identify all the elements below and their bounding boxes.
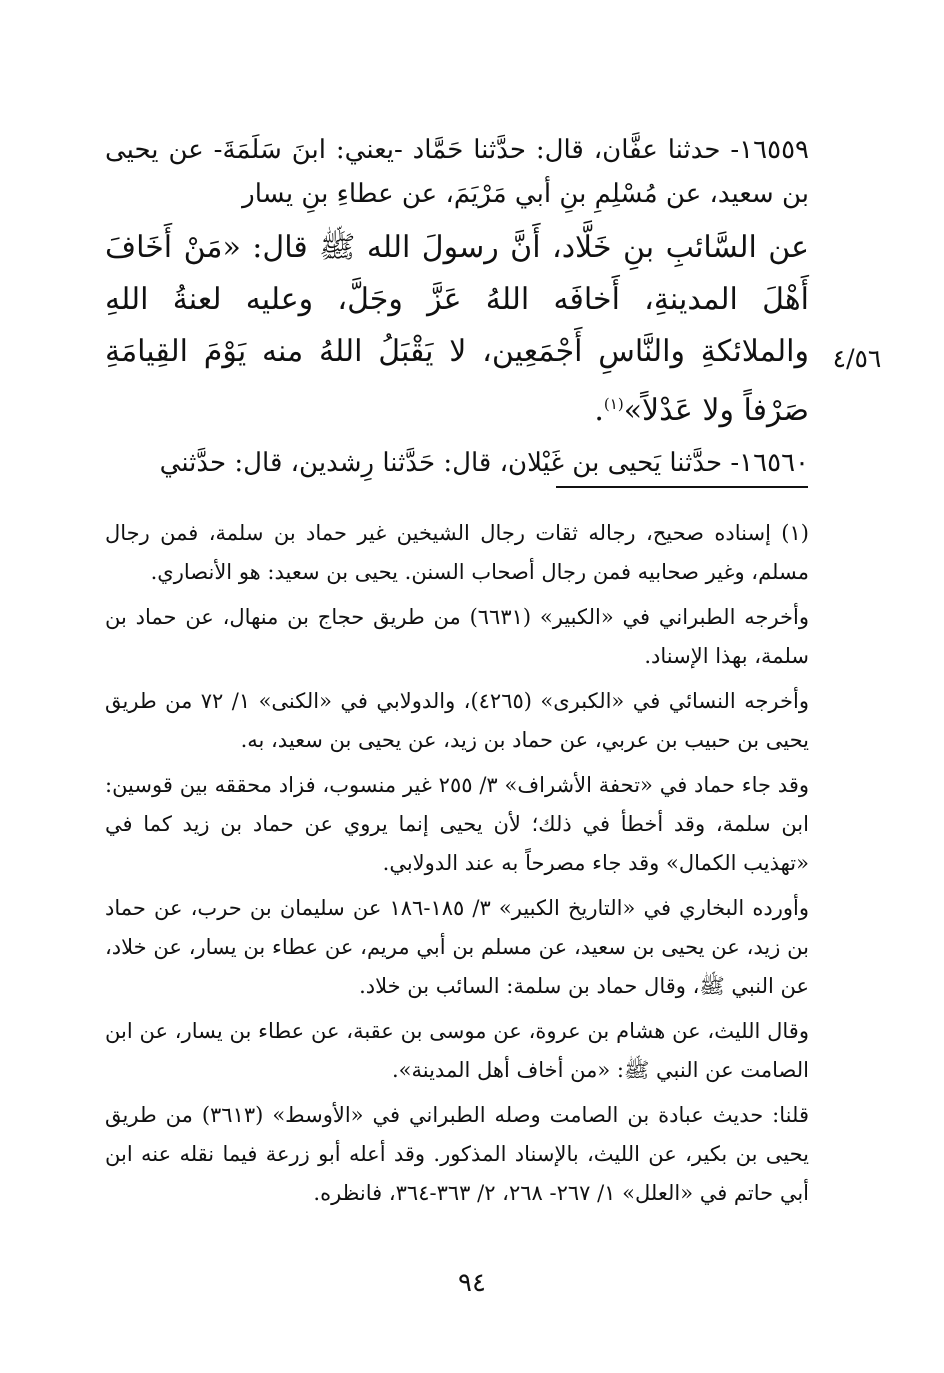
page-number: ٩٤	[458, 1268, 486, 1298]
hadith-16559-chain: ١٦٥٥٩- حدثنا عفَّان، قال: حدَّثنا حَمَّاد -يعني: ابنَ سَلَمَةَ- عن يحيى بن سعيد، عن مُسْلِمِ بنِ أبي مَرْيَمَ، عن عطاءِ بنِ يسار	[105, 135, 809, 209]
footnote-paragraph: وأخرجه الطبراني في «الكبير» (٦٦٣١) من طريق حجاج بن منهال، عن حماد بن سلمة، بهذا الإسناد.	[105, 605, 810, 668]
footnote-ref-1: (١)	[603, 395, 624, 413]
footnote-separator	[556, 486, 808, 488]
footnote-paragraph: وأورده البخاري في «التاريخ الكبير» ٣/ ١٨٥-١٨٦ عن سليمان بن حرب، عن حماد بن زيد، عن يحيى بن سعيد، عن مسلم بن أبي مريم، عن عطاء بن يسار، عن خلاد، عن النبي ﷺ، وقال حماد بن سلمة: السائب بن خلاد.	[105, 896, 809, 998]
footnote-paragraph: وأخرجه النسائي في «الكبرى» (٤٢٦٥)، والدولابي في «الكنى» ١/ ٧٢ من طريق يحيى بن حبيب بن عربي، عن حماد بن زيد، عن يحيى بن سعيد، به.	[105, 689, 809, 752]
footnote-paragraph: وقد جاء حماد في «تحفة الأشراف» ٣/ ٢٥٥ غير منسوب، فزاد محققه بين قوسين: ابن سلمة، وقد أخطأ في ذلك؛ لأن يحيى إنما يروي عن حماد بن زيد كما في «تهذيب الكمال» وقد جاء مصرحاً به عند الدولابي.	[105, 773, 810, 875]
hadith-16559-text	[105, 222, 809, 437]
hadith-16559-matn: عن السَّائبِ بنِ خَلَّاد، أَنَّ رسولَ الله ﷺ قال: «مَنْ أَخَافَ أَهْلَ المدينةِ، أَخافَه اللهُ عَزَّ وجَلَّ، وعليه لعنةُ اللهِ والملائكةِ والنَّاسِ أَجْمَعِين، لا يَقْبَلُ اللهُ منه يَوْمَ القِيامَةِ صَرْفاً ولا عَدْلاً»	[105, 230, 809, 428]
main-text	[105, 128, 809, 485]
hadith-16560-chain: ١٦٥٦٠- حدَّثنا يَحيى بن غَيْلان، قال: حَدَّثنا رِشدين، قال: حدَّثني	[159, 448, 809, 478]
volume-page-marker: ٤/٥٦	[832, 344, 882, 373]
footnote-paragraph: وقال الليث، عن هشام بن عروة، عن موسى بن عقبة، عن عطاء بن يسار، عن ابن الصامت عن النبي ﷺ: «من أخاف أهل المدينة».	[105, 1019, 809, 1082]
footnote-paragraph: قلنا: حديث عبادة بن الصامت وصله الطبراني في «الأوسط» (٣٦١٣) من طريق يحيى بن بكير، عن الليث، بالإسناد المذكور. وقد أعله أبو زرعة فيما نقله عنه ابن أبي حاتم في «العلل» ١/ ٢٦٧- ٢٦٨، ٢/ ٣٦٣-٣٦٤، فانظره.	[105, 1103, 809, 1205]
footnotes	[105, 514, 809, 1219]
footnote-paragraph: (١) إسناده صحيح، رجاله ثقات رجال الشيخين غير حماد بن سلمة، فمن رجال مسلم، وغير صحابيه فمن رجال أصحاب السنن. يحيى بن سعيد: هو الأنصاري.	[105, 521, 809, 584]
hadith-16559-end: .	[594, 393, 604, 428]
